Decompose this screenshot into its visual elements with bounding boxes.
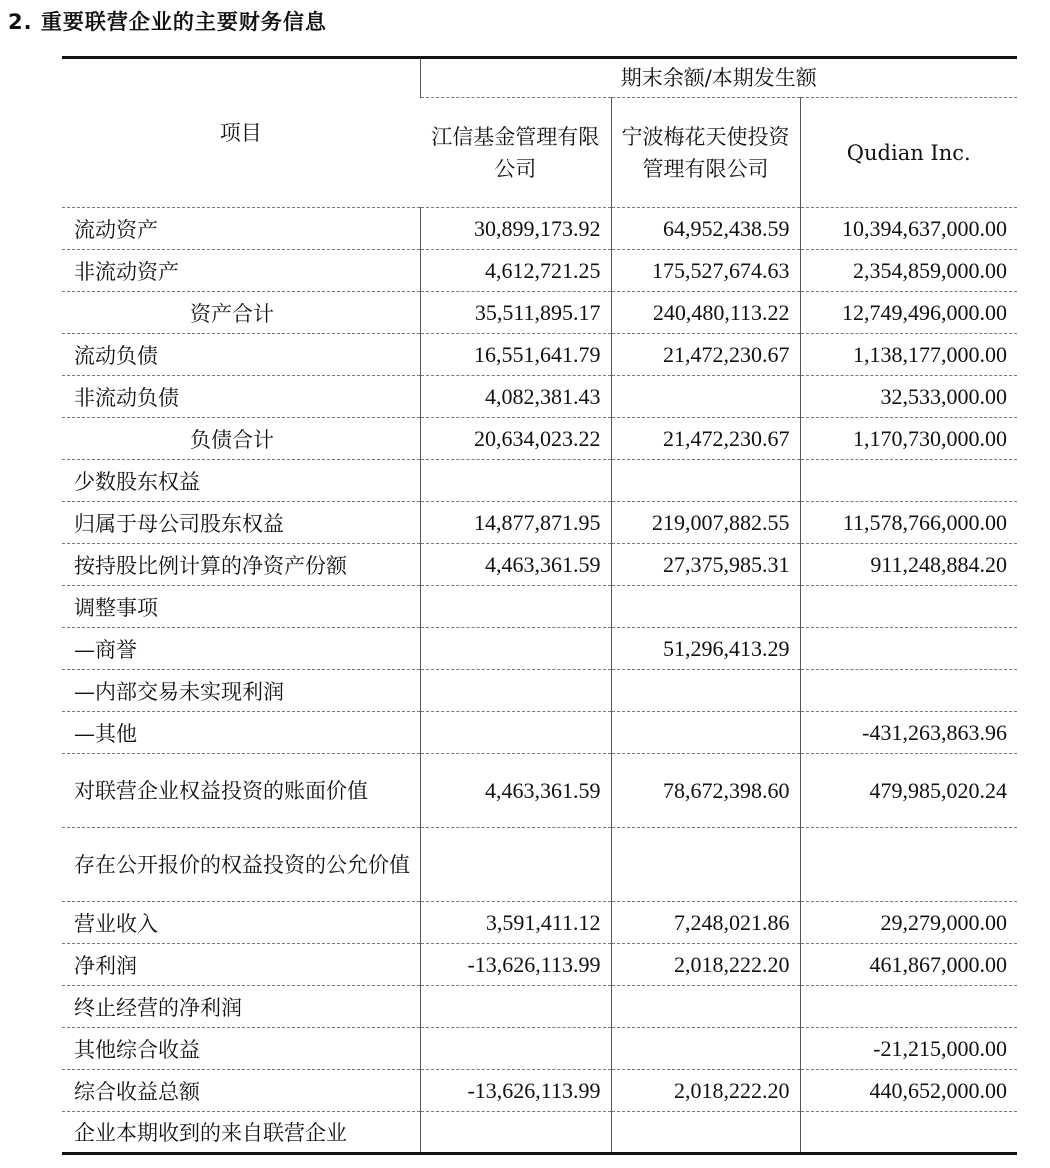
row-value-col2 [611, 712, 800, 754]
table-row [62, 250, 1017, 292]
cell-value: 12,749,496,000.00 [842, 299, 1007, 325]
table-row [62, 828, 1017, 902]
row-value-col3 [800, 1070, 1017, 1112]
table-row [62, 208, 1017, 250]
table-row [62, 1028, 1017, 1070]
row-value-col2 [611, 502, 800, 544]
cell-value: 2,018,222.20 [674, 1077, 790, 1103]
cell-value: -431,263,863.96 [862, 719, 1007, 745]
row-value-col3 [800, 208, 1017, 250]
cell-value: 1,170,730,000.00 [853, 425, 1007, 451]
cell-value: 461,867,000.00 [869, 951, 1007, 977]
row-label: 按持股比例计算的净资产份额 [62, 544, 420, 586]
cell-value: 51,296,413.29 [663, 635, 790, 661]
cell-value: 4,612,721.25 [485, 257, 601, 283]
row-value-col3 [800, 754, 1017, 828]
row-label: 营业收入 [62, 902, 420, 944]
row-label: 负债合计 [62, 418, 420, 460]
row-label: 企业本期收到的来自联营企业 [62, 1112, 420, 1154]
row-value-col3 [800, 292, 1017, 334]
row-value-col1 [420, 944, 611, 986]
row-value-col3 [800, 502, 1017, 544]
table-row [62, 754, 1017, 828]
cell-value: 175,527,674.63 [652, 257, 790, 283]
cell-value: 1,138,177,000.00 [853, 341, 1007, 367]
header-company-jiangxin: 江信基金管理有限公司 [420, 98, 611, 208]
row-label: 存在公开报价的权益投资的公允价值 [62, 828, 420, 902]
table-row [62, 460, 1017, 502]
row-value-col3 [800, 586, 1017, 628]
header-company-qudian: Qudian Inc. [800, 98, 1017, 208]
row-value-col3 [800, 902, 1017, 944]
row-value-col3 [800, 250, 1017, 292]
cell-value: 27,375,985.31 [663, 551, 790, 577]
row-value-col2 [611, 670, 800, 712]
row-value-col2 [611, 334, 800, 376]
row-value-col3 [800, 418, 1017, 460]
row-label: 综合收益总额 [62, 1070, 420, 1112]
row-label: —商誉 [62, 628, 420, 670]
financial-info-table [62, 56, 1017, 1155]
table-row [62, 376, 1017, 418]
row-value-col3 [800, 712, 1017, 754]
row-value-col2 [611, 944, 800, 986]
row-label: 终止经营的净利润 [62, 986, 420, 1028]
row-label: 归属于母公司股东权益 [62, 502, 420, 544]
cell-value: 10,394,637,000.00 [842, 215, 1007, 241]
row-value-col3 [800, 1112, 1017, 1154]
row-value-col1 [420, 292, 611, 334]
row-value-col2 [611, 544, 800, 586]
row-value-col2 [611, 986, 800, 1028]
row-value-col1 [420, 208, 611, 250]
table-row [62, 944, 1017, 986]
row-value-col1 [420, 1028, 611, 1070]
row-label: 少数股东权益 [62, 460, 420, 502]
cell-value: 21,472,230.67 [663, 341, 790, 367]
table-body [62, 208, 1017, 1154]
row-value-col1 [420, 460, 611, 502]
table-row [62, 986, 1017, 1028]
row-value-col3 [800, 1028, 1017, 1070]
row-value-col1 [420, 502, 611, 544]
row-label: 其他综合收益 [62, 1028, 420, 1070]
cell-value: 11,578,766,000.00 [842, 509, 1007, 535]
cell-value: 3,591,411.12 [485, 909, 601, 935]
row-value-col1 [420, 828, 611, 902]
row-value-col2 [611, 1070, 800, 1112]
row-label: 流动资产 [62, 208, 420, 250]
row-value-col3 [800, 986, 1017, 1028]
table-row [62, 902, 1017, 944]
cell-value: 911,248,884.20 [870, 551, 1007, 577]
row-value-col2 [611, 460, 800, 502]
row-value-col1 [420, 712, 611, 754]
row-value-col3 [800, 460, 1017, 502]
row-value-col2 [611, 902, 800, 944]
cell-value: 64,952,438.59 [663, 215, 790, 241]
row-value-col2 [611, 376, 800, 418]
cell-value: 479,985,020.24 [869, 777, 1007, 803]
row-value-col2 [611, 586, 800, 628]
table-row [62, 544, 1017, 586]
table-row [62, 292, 1017, 334]
row-value-col1 [420, 250, 611, 292]
header-item: 项目 [62, 58, 420, 208]
row-label: —其他 [62, 712, 420, 754]
cell-value: 29,279,000.00 [880, 909, 1007, 935]
row-label: 对联营企业权益投资的账面价值 [62, 754, 420, 828]
cell-value: 440,652,000.00 [869, 1077, 1007, 1103]
row-label: 流动负债 [62, 334, 420, 376]
row-value-col1 [420, 754, 611, 828]
cell-value: 30,899,173.92 [474, 215, 601, 241]
cell-value: 21,472,230.67 [663, 425, 790, 451]
row-value-col2 [611, 628, 800, 670]
row-value-col1 [420, 334, 611, 376]
row-value-col1 [420, 628, 611, 670]
cell-value: 240,480,113.22 [652, 299, 790, 325]
cell-value: -21,215,000.00 [873, 1035, 1007, 1061]
cell-value: 4,463,361.59 [485, 777, 601, 803]
table-row [62, 670, 1017, 712]
row-value-col1 [420, 1070, 611, 1112]
row-value-col2 [611, 292, 800, 334]
row-label: 调整事项 [62, 586, 420, 628]
table-row [62, 1112, 1017, 1154]
cell-value: 219,007,882.55 [652, 509, 790, 535]
table-row [62, 628, 1017, 670]
cell-value: 2,354,859,000.00 [853, 257, 1007, 283]
row-value-col1 [420, 902, 611, 944]
table-row [62, 712, 1017, 754]
row-value-col1 [420, 586, 611, 628]
row-value-col3 [800, 628, 1017, 670]
row-value-col2 [611, 1112, 800, 1154]
row-value-col1 [420, 418, 611, 460]
row-value-col1 [420, 544, 611, 586]
section-heading: 2. 重要联营企业的主要财务信息 [8, 10, 327, 34]
row-label: 资产合计 [62, 292, 420, 334]
row-value-col2 [611, 418, 800, 460]
cell-value: 4,463,361.59 [485, 551, 601, 577]
row-value-col2 [611, 208, 800, 250]
row-value-col3 [800, 376, 1017, 418]
cell-value: -13,626,113.99 [467, 1077, 601, 1103]
row-label: 净利润 [62, 944, 420, 986]
table-row [62, 1070, 1017, 1112]
row-value-col3 [800, 670, 1017, 712]
row-value-col2 [611, 250, 800, 292]
row-label: 非流动资产 [62, 250, 420, 292]
table-row [62, 334, 1017, 376]
cell-value: -13,626,113.99 [467, 951, 601, 977]
cell-value: 32,533,000.00 [880, 383, 1007, 409]
row-value-col3 [800, 828, 1017, 902]
row-value-col2 [611, 1028, 800, 1070]
table-row [62, 418, 1017, 460]
header-period-group: 期末余额/本期发生额 [420, 58, 1017, 98]
row-value-col1 [420, 376, 611, 418]
cell-value: 14,877,871.95 [474, 509, 601, 535]
row-value-col1 [420, 986, 611, 1028]
cell-value: 35,511,895.17 [474, 299, 601, 325]
row-value-col1 [420, 670, 611, 712]
row-value-col1 [420, 1112, 611, 1154]
row-value-col3 [800, 544, 1017, 586]
row-value-col2 [611, 828, 800, 902]
cell-value: 20,634,023.22 [474, 425, 601, 451]
row-value-col2 [611, 754, 800, 828]
row-label: 非流动负债 [62, 376, 420, 418]
row-label: —内部交易未实现利润 [62, 670, 420, 712]
cell-value: 4,082,381.43 [485, 383, 601, 409]
cell-value: 78,672,398.60 [663, 777, 790, 803]
row-value-col3 [800, 944, 1017, 986]
header-company-ningbo-meihua: 宁波梅花天使投资管理有限公司 [611, 98, 800, 208]
cell-value: 16,551,641.79 [474, 341, 601, 367]
table-row [62, 502, 1017, 544]
cell-value: 7,248,021.86 [674, 909, 790, 935]
cell-value: 2,018,222.20 [674, 951, 790, 977]
table-row [62, 586, 1017, 628]
row-value-col3 [800, 334, 1017, 376]
